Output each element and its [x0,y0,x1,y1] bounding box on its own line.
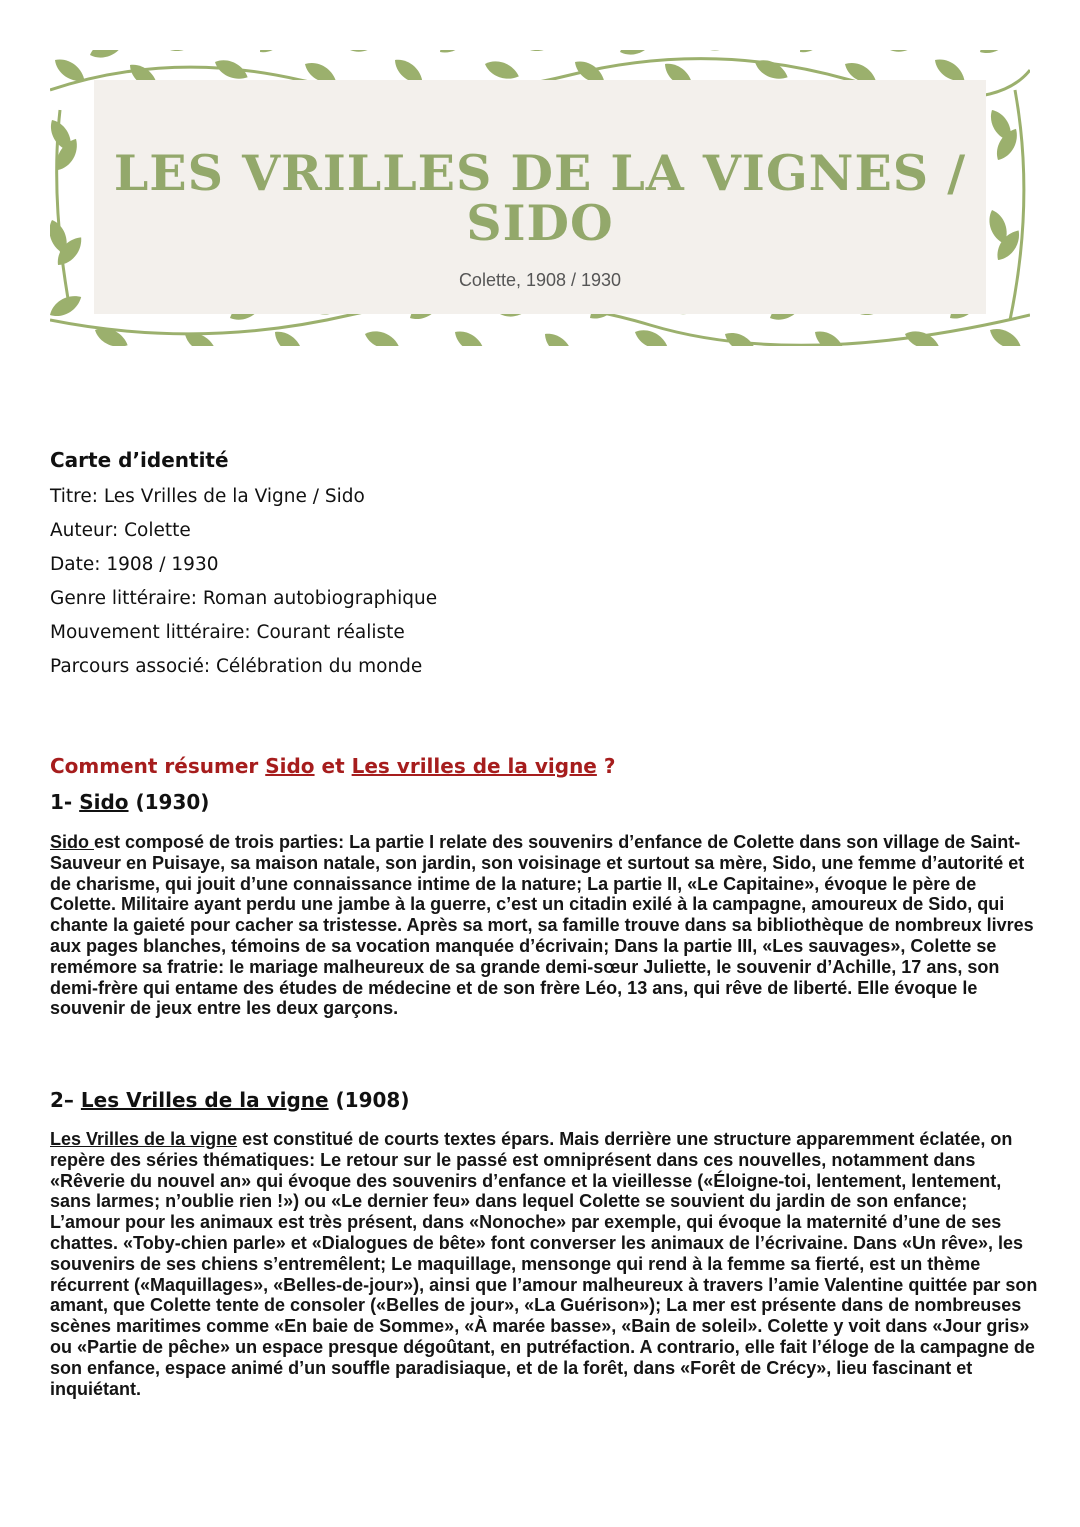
title-box [94,80,986,314]
section-2-body: est constitué de courts textes épars. Mais derrière une structure apparemment éclatée, on repère des séries thématiques: Le retour sur le passé est omniprésent dans ces nouvelles, notamment dans «Rêverie du nouvel an» qui évoque des souvenirs d’enfance et la vieillesse («Éloigne-toi, lentement, lentement, sans larmes; n’oublie rien !») ou «Le dernier feu» dans lequel Colette se souvient du jardin de son enfance; L’amour pour les animaux est très présent, dans «Nonoche» par exemple, qui évoque la maternité d’une de ses chattes. «Toby-chien parle» et «Dialogues de bête» font converser les animaux de l’écrivaine. Dans «Un rêve», les souvenirs de ses chiens s’entremêlent; Le maquillage, mensonge qui rend à la femme sa fierté, est un thème récurrent («Maquillages», «Belles-de-jour»), ainsi que l’amour malheureux à travers l’amie Valentine quittée par son amant, que Colette tente de consoler («Belles de jour», «La Guérison»); La mer est présente dans de nombreuses scènes maritimes comme «En baie de Somme», «À marée basse», «Bain de soleil». Colette y voit dans «Jour gris» ou «Partie de pêche» un espace presque dégoûtant, en putréfaction. A contrario, elle fait l’éloge de la campagne de son enfance, espace animé d’un souffle paradisiaque, et de la forêt, dans «Forêt de Crécy», lieu fascinant et inquiétant. [50,1129,1038,1399]
section-2-paragraph [50,1129,1040,1399]
identity-line-author: Auteur: Colette [50,520,191,541]
section-2-title [50,1088,410,1112]
identity-line-date: Date: 1908 / 1930 [50,554,219,575]
identity-line-title: Titre: Les Vrilles de la Vigne / Sido [50,486,365,507]
section-1-work: Sido [79,790,129,814]
section-2-work: Les Vrilles de la vigne [80,1088,329,1112]
question-work-sido: Sido [265,754,315,778]
identity-line-genre: Genre littéraire: Roman autobiographique [50,588,438,609]
section-1-paragraph [50,832,1040,1019]
page-title: LES VRILLES DE LA VIGNES / SIDO [113,144,967,252]
section-1-year: (1930) [128,790,210,814]
header-banner [50,50,1030,346]
question-middle: et [314,754,352,778]
section-1-lead: Sido [50,832,94,852]
identity-heading: Carte d’identité [50,448,229,472]
section-1-body: est composé de trois parties: La partie I relate des souvenirs d’enfance de Colette dans son village de Saint-Sauveur en Puisaye, sa maison natale, son jardin, son voisinage et surtout sa mère, Sido, une femme d’autorité et de charisme, qui jouit d’une connaissance intime de la nature; La partie II, «Le Capitaine», évoque le père de Colette. Militaire ayant perdu une jambe à la guerre, c’est un citadin exilé à la campagne, amoureux de Sido, qui chante la gaieté pour cacher sa tristesse. Après sa mort, sa famille trouve dans sa bibliothèque de nombreux livres aux pages blanches, témoins de sa vocation manquée d’écrivain; Dans la partie III, «Les sauvages», Colette se remémore sa fratrie: le mariage malheureux de sa grande demi-sœur Juliette, le souvenir d’Achille, 17 ans, son demi-frère qui entame des études de médecine et de son frère Léo, 13 ans, qui rêve de liberté. Elle évoque le souvenir de jeux entre les deux garçons. [50,832,1034,1019]
identity-card [50,448,437,684]
question-suffix: ? [596,754,616,778]
question-work-vrilles: Les vrilles de la vigne [351,754,597,778]
question-prefix: Comment résumer [50,754,266,778]
summary-question [50,754,615,778]
section-2-number: 2– [50,1088,81,1112]
section-1-title [50,790,209,814]
identity-line-movement: Mouvement littéraire: Courant réaliste [50,622,405,643]
identity-line-parcours: Parcours associé: Célébration du monde [50,656,423,677]
section-2-lead: Les Vrilles de la vigne [50,1129,238,1149]
page-subtitle: Colette, 1908 / 1930 [458,270,622,290]
section-2-year: (1908) [328,1088,410,1112]
section-1-number: 1- [50,790,80,814]
